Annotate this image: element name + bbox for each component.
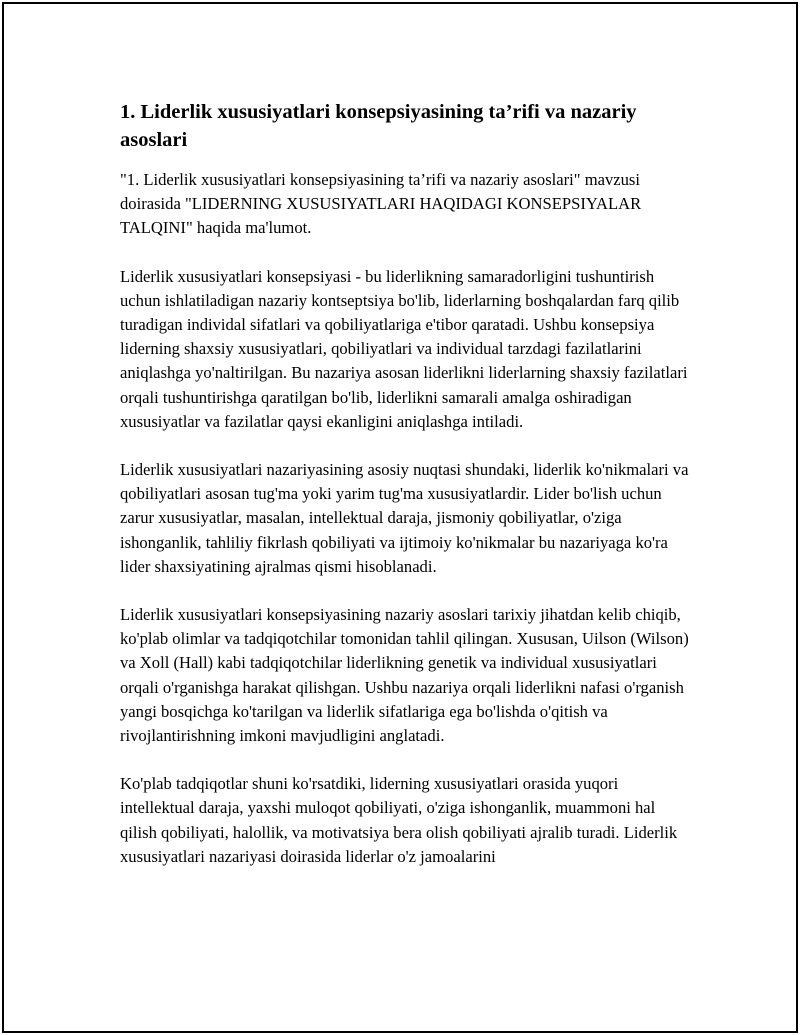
paragraph-main-point: Liderlik xususiyatlari nazariyasining asosiy nuqtasi shundaki, liderlik ko'nikmalari va qobiliyatlari asosan tug'ma yoki yarim tug'ma xususiyatlardir. Lider bo'lish uchun zarur xususiyatlar, masalan, intellektual daraja, jismoniy qobiliyatlar, o'ziga ishonganlik, tahliliy fikrlash qobiliyati va ijtimoiy ko'nikmalar bu nazariyaga ko'ra lider shaxsiyatining ajralmas qismi hisoblanadi. [120, 460, 689, 576]
section-heading: 1. Liderlik xususiyatlari konsepsiyasining ta’rifi va nazariy asoslari [120, 101, 637, 151]
paragraph-research: Ko'plab tadqiqotlar shuni ko'rsatdiki, liderning xususiyatlari orasida yuqori intellektual daraja, yaxshi muloqot qobiliyati, o'ziga ishonganlik, muammoni hal qilish qobiliyati, halollik, va motivatsiya bera olish qobiliyati ajralib turadi. Liderlik xususiyatlari nazariyasi doirasida liderlar o'z jamoalarini [120, 774, 678, 866]
document-body [120, 98, 692, 893]
page-frame [2, 2, 798, 1033]
paragraph-definition: Liderlik xususiyatlari konsepsiyasi - bu liderlikning samaradorligini tushuntirish uchun ishlatiladigan nazariy kontseptsiya bo'lib, liderlarning boshqalardan farq qilib turadigan individal sifatlari va qobiliyatlariga e'tibor qaratadi. Ushbu konsepsiya liderning shaxsiy xususiyatlari, qobiliyatlari va individual tarzdagi fazilatlarini aniqlashga yo'naltirilgan. Bu nazariya asosan liderlikni liderlarning shaxsiy fazilatlari orqali tushuntirishga qaratilgan bo'lib, liderlikni samarali amalga oshiradigan xususiyatlar va fazilatlar qaysi ekanligini aniqlashga intiladi. [120, 266, 688, 431]
paragraph-intro: "1. Liderlik xususiyatlari konsepsiyasining ta’rifi va nazariy asoslari" mavzusi doirasida "LIDERNING XUSUSIYATLARI HAQIDAGI KONSEPSIYALAR TALQINI" haqida ma'lumot. [120, 170, 642, 238]
paragraph-theoretical-basis: Liderlik xususiyatlari konsepsiyasining nazariy asoslari tarixiy jihatdan kelib chiqib, ko'plab olimlar va tadqiqotchilar tomonidan tahlil qilingan. Xususan, Uilson (Wilson) va Xoll (Hall) kabi tadqiqotchilar liderlikning genetik va individual xususiyatlari orqali o'rganishga harakat qilishgan. Ushbu nazariya orqali liderlikni nafasi o'rganish yangi bosqichga ko'tarilgan va liderlik sifatlariga ega bo'lishda o'qitish va rivojlantirishning imkoni mavjudligini anglatadi. [120, 605, 689, 746]
